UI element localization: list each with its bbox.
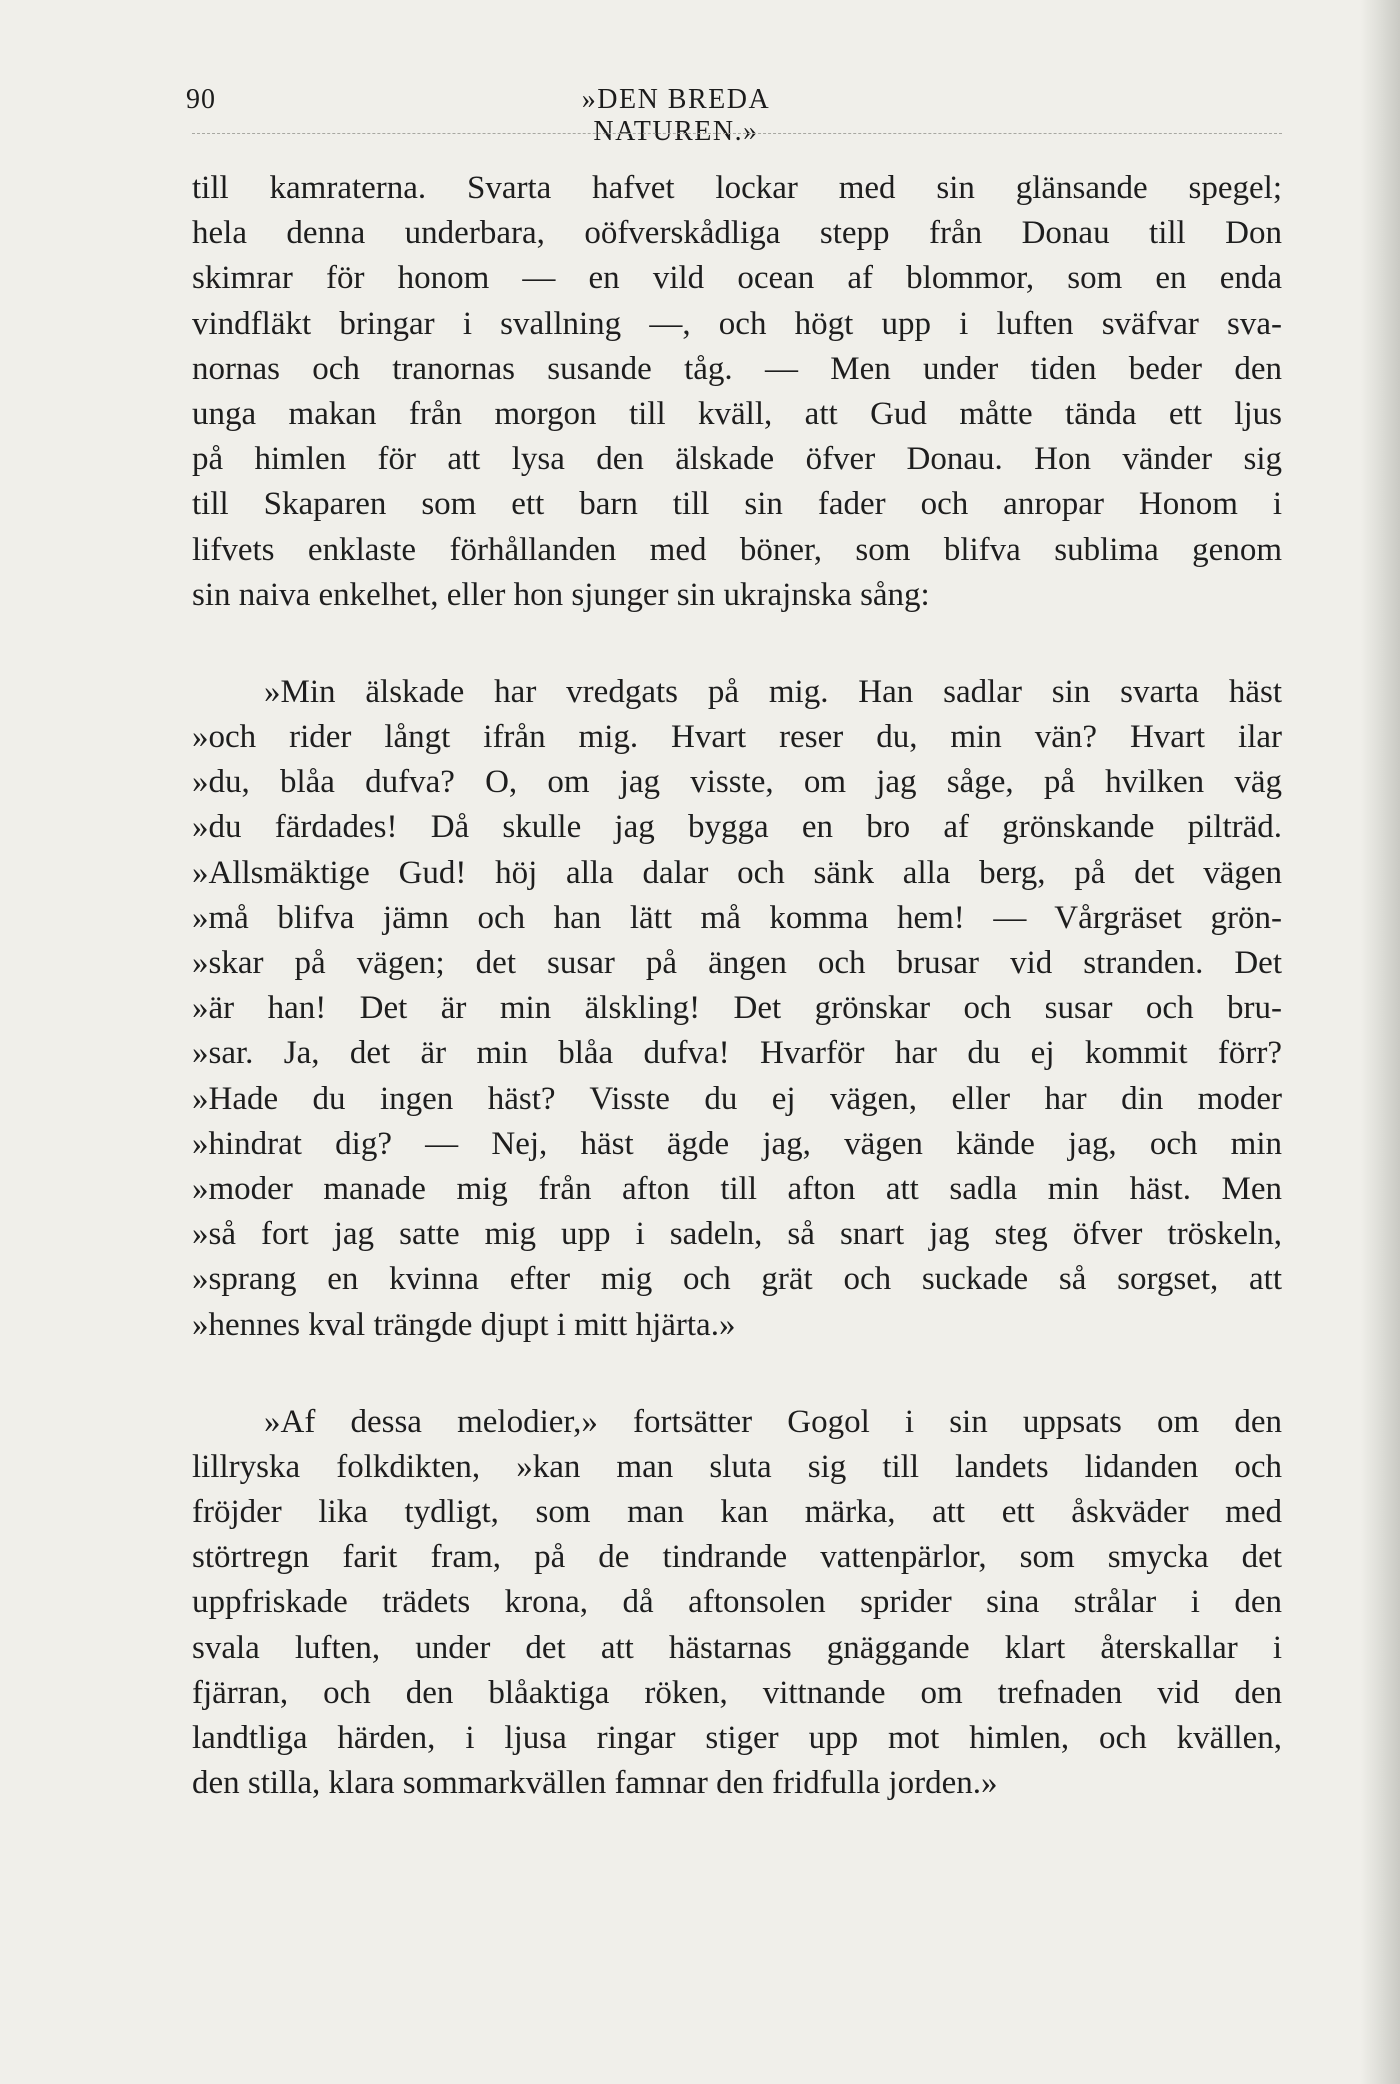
text-line: lifvets enklaste förhållanden med böner, som blifva sublima genom (192, 531, 1282, 568)
text-line: unga makan från morgon till kväll, att Gud måtte tända ett ljus (192, 395, 1282, 432)
text-line: svala luften, under det att hästarnas gnäggande klart återskallar i (192, 1629, 1282, 1666)
paragraph-2 (192, 1400, 1282, 1807)
text-line: »Af dessa melodier,» fortsätter Gogol i sin uppsats om den (264, 1403, 1282, 1440)
text-line: fjärran, och den blåaktiga röken, vittnande om trefnaden vid den (192, 1674, 1282, 1711)
song-line: »sprang en kvinna efter mig och grät och suckade så sorgset, att (192, 1261, 1282, 1298)
song-line: »du, blåa dufva? O, om jag visste, om jag såge, på hvilken väg (192, 764, 1282, 801)
song-line: »Hade du ingen häst? Visste du ej vägen, eller har din moder (192, 1080, 1282, 1117)
text-line: uppfriskade trädets krona, då aftonsolen sprider sina strålar i den (192, 1584, 1282, 1621)
text-line: skimrar för honom — en vild ocean af blommor, som en enda (192, 260, 1282, 297)
text-line: lillryska folkdikten, »kan man sluta sig till landets lidanden och (192, 1448, 1282, 1485)
text-line: den stilla, klara sommarkvällen famnar den fridfulla jorden.» (192, 1765, 998, 1802)
page-number: 90 (186, 84, 216, 115)
text-line: störtregn farit fram, på de tindrande vattenpärlor, som smycka det (192, 1539, 1282, 1576)
song-line: »Min älskade har vredgats på mig. Han sadlar sin svarta häst (264, 673, 1282, 710)
header-rule (192, 133, 1282, 134)
body-text (192, 166, 1282, 1806)
paragraph-gap (192, 618, 1282, 670)
song-line: »så fort jag satte mig upp i sadeln, så snart jag steg öfver tröskeln, (192, 1216, 1282, 1253)
running-head: »DEN BREDA NATUREN.» (581, 84, 771, 147)
song-line: »hennes kval trängde djupt i mitt hjärta.» (192, 1306, 736, 1343)
song-line: »hindrat dig? — Nej, häst ägde jag, vägen kände jag, och min (192, 1125, 1282, 1162)
text-line: till Skaparen som ett barn till sin fader och anropar Honom i (192, 486, 1282, 523)
page-edge-shadow (1360, 0, 1400, 2084)
text-line: på himlen för att lysa den älskade öfver Donau. Hon vänder sig (192, 441, 1282, 478)
song-line: »du färdades! Då skulle jag bygga en bro af grönskande pilträd. (192, 809, 1282, 846)
text-line: fröjder lika tydligt, som man kan märka, att ett åskväder med (192, 1494, 1282, 1531)
text-line: landtliga härden, i ljusa ringar stiger upp mot himlen, och kvällen, (192, 1720, 1282, 1756)
text-line: nornas och tranornas susande tåg. — Men under tiden beder den (192, 350, 1282, 387)
song-line: »och rider långt ifrån mig. Hvart reser du, min vän? Hvart ilar (192, 719, 1282, 756)
song-quote (192, 670, 1282, 1348)
paragraph-gap (192, 1348, 1282, 1400)
song-line: »är han! Det är min älskling! Det grönskar och susar och bru- (192, 990, 1282, 1027)
song-line: »sar. Ja, det är min blåa dufva! Hvarför har du ej kommit förr? (192, 1035, 1282, 1072)
text-line: till kamraterna. Svarta hafvet lockar med sin glänsande spegel; (192, 170, 1282, 206)
page-header (186, 84, 1286, 147)
text-line: hela denna underbara, oöfverskådliga stepp från Donau till Don (192, 215, 1282, 252)
song-line: »skar på vägen; det susar på ängen och brusar vid stranden. Det (192, 945, 1282, 981)
text-line: vindfläkt bringar i svallning —, och högt upp i luften sväfvar sva- (192, 305, 1282, 342)
text-line: sin naiva enkelhet, eller hon sjunger sin ukrajnska sång: (192, 576, 930, 613)
song-line: »Allsmäktige Gud! höj alla dalar och sänk alla berg, på det vägen (192, 854, 1282, 891)
song-line: »må blifva jämn och han lätt må komma hem! — Vårgräset grön- (192, 899, 1282, 936)
song-line: »moder manade mig från afton till afton att sadla min häst. Men (192, 1170, 1282, 1207)
paragraph-1 (192, 166, 1282, 618)
